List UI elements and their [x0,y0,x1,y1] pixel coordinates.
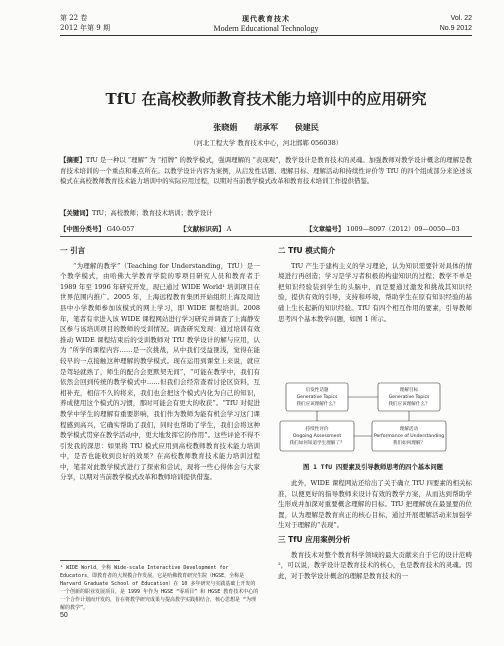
author-list [60,122,472,133]
clc-value: G40-057 [106,225,135,233]
article-number-value: 1009—8097（2012）09—0050—03 [346,225,460,233]
journal-title-cn: 现代教育技术 [242,14,290,23]
article-number-label: 【文章编号】 [306,225,345,233]
figure-label: 我们如何理解？ [392,441,426,446]
article-number-field [306,224,460,233]
figure-label: 理解目标 [399,388,419,393]
paragraph: 教育技术对整个教育科学领域的最大贡献来自于它的设计范畴²，可以说，教学设计是教育技术的核心，也是教育技术的灵魂。因此，对于教学设计概念的理解是教育技术的一 [278,550,472,580]
figure-caption: 图 1 TfU 四要素及引导教师思考的四个基本问题 [303,464,443,471]
header-rule [60,35,472,36]
figure-box-performance-of-understanding [372,421,446,451]
figure-label: 我们应该理解什么？ [296,402,338,407]
figure-label: 我们应该理解什么？ [388,402,430,407]
clc-field [60,224,134,233]
issue-en: No.9 2012 [439,25,472,32]
keywords [60,208,472,219]
affiliation: （河北工程大学 教育技术中心，河北邯郸 056038） [189,139,343,147]
figure-label: Generative Topics [388,395,430,400]
doc-code-field [180,224,231,233]
section-heading-tfu: 二 TfU 模式简介 [278,246,336,255]
clc-label: 【中图分类号】 [60,225,105,233]
paragraph: 此外，WIDE 课程网站还给出了关于确立 TfU 四要素的相关标准，以便更好的指导教师来设计有效的教学方案，从而达到帮助学生形成并加深对重要概念理解的目标。TfU 把理解放在最显要的位置，认为理解是教育真正的核心目标，通过开展理解活动来加强学生对于理解的“表现”。 [278,479,472,530]
doc-code-value: A [226,225,232,233]
left-column [60,244,260,556]
section-heading-intro: 一 引言 [60,246,86,255]
volume-en: Vol. 22 [450,15,472,22]
footnote: ¹ WIDE World，全称 Wide-scale Interactive Development for Educators，即教育者的大规模合作发展，它是哈佛教育研究生院（HGSE，全称是 Harvard Graduate School of Education）在 10 多年研究与实践基础上开发的一个创新的职业发展项目，是 1999 年作为 HGSE “零项目” 和 HGSE 教育技术中心的一个合作计划而开发的，旨在将教学研究成果与提高教学实践相结合，核心思想是 “为理解的教学”。 [60,565,259,611]
paragraph: “为理解的教学”（Teaching for Understanding，TfU）是一个教学模式，由哈佛大学教育学院的零项目研究人员和教育者于 1989 年至 1996 年研究开发，现已通过 WIDE World¹ 培训项目在世界范围内推广。2005 年，上海远程教育集团开始组织上海及周边县中小学教师参加该模式的网上学习，即 WIDE 课程培训。2008 年，笔者有幸进入该 WIDE 课程网站进行学习研究并调查了上海静安区参与该培训项目的教师的受训情况。调查研究发现：通过培训有效推动 WIDE 课程结束后的受训教师对 TfU 教学设计的解与应用，认为 “所学的课程内容……是一次挑战，从中我们受益匪浅，觉得在能较早的一点接触这种理解的教学模式。现在运用到课堂上来说，就应是驾轻就熟了，师生的配合会更默契无间”，“可能在教学中，我们有依然会回到传统的教学模式中……但我们会经常查看讨论区资料，互相补充，相信不久的将来，我们也会把这个模式内化为自己的知识，养成使用这个模式的习惯，那时可能会有更大的收获”。“TfU 对促进教学中学生的理解有重要影响，我们作为教师为能有机会学习这门课程感到高兴，它确实帮助了我们，同时也帮助了学生，我们会将这种教学模式贯穿在教学活动中，更大地发挥它的作用”。这些评论不得不引发我的深思：如果将 TfU 模式应用到高校教师教育技术能力培训中，是否也能收到良好的效果？在高校教师教育技术能力培训过程中，笔者对此教学模式进行了探索和尝试，现将一些心得体会与大家分享，以期对当前教学模式改革和教师培训提供借鉴。 [60,261,260,482]
figure-label: Ongoing Assessment [292,434,342,439]
abstract [60,155,472,187]
figure-label: 持续性评价 [305,427,329,432]
meta-rule [60,236,472,237]
right-column-bottom [278,478,472,606]
issue-cn: 2012 年第 9 期 [60,24,110,32]
author: 胡承军 [254,122,278,132]
right-column-top [278,244,472,378]
doc-code-label: 【文献标识码】 [180,225,225,233]
volume-cn: 第 22 卷 [60,14,88,22]
paragraph: TfU 产生于建构主义的学习理论，认为知识需要针对具体的情境进行再创造；学习是学习者积极的构建知识的过程；教学不单是把知识经验装到学生的头脑中，而是要通过激发和挑战其知识经验，提供有效的引导，支持和环境，帮助学生在原有知识经验的基础上生长起新的知识经验。TfU 有四个相互作用的要素，引导教师思考四个基本教学问题，如图 1 所示。 [278,261,472,323]
figure-label: Generative Topics [296,395,338,400]
page-number: 50 [60,612,68,619]
section-heading-case: 三 TfU 应用案例分析 [278,534,351,544]
figure-label: Performance of Understanding [373,434,445,439]
figure-label: 我们如何知道学生理解了？ [289,441,345,446]
author: 张晓娟 [213,122,238,132]
keywords-text: TfU；高校教师；教育技术培训；教学设计 [91,209,213,217]
figure-box-understanding-goals [378,383,440,411]
figure-label: 理解活动 [399,427,419,432]
figure-box-ongoing-assessment [280,421,354,451]
footnote-rule [60,560,120,561]
author: 侯建民 [294,122,319,132]
keywords-label: 【关键词】 [60,209,92,217]
figure-label: 启发性话题 [305,388,329,393]
journal-title-en: Modern Educational Technology [213,24,319,33]
abstract-label: 【摘要】 [60,156,86,164]
figure-box-generative-topics [286,383,348,411]
abstract-text: TfU 是一种以 “理解” 为 “招牌” 的教学模式，强调理解的 “表现观”，教学设计是教育技术的灵魂。加强教师对教学设计概念的理解是教育技术培训的一个重点和难点所在。以教学设计内容为案例，从启发性话题、理解目标、理解活动和持续性评价等 TfU 的四个组成部分来论述该模式在高校教师教育技术能力培训中的实际应用过程，以期对当前教学模式改革和教育技术培训工作提供借鉴。 [60,156,473,186]
article-title: TfU 在高校教师教育技术能力培训中的应用研究 [105,90,427,108]
tfu-four-elements-figure [278,381,448,453]
